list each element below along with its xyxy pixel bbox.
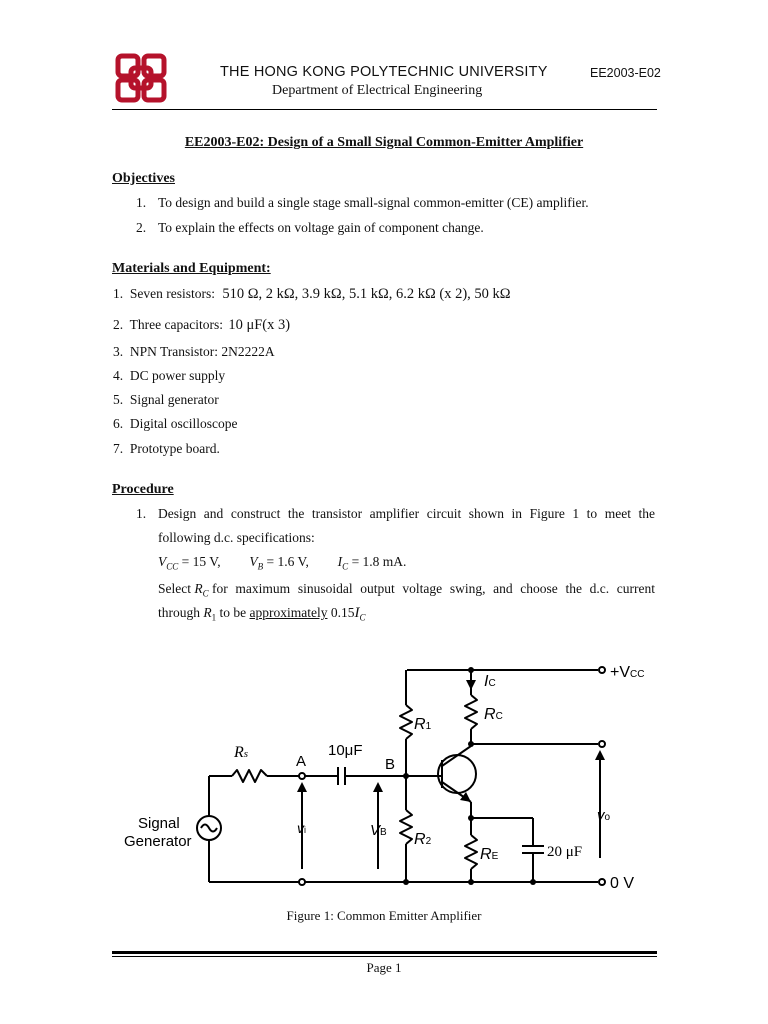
procedure-heading: Procedure	[112, 482, 174, 497]
procedure-through-line: through $R_1$ to be approximately $0.15I_C$	[158, 605, 366, 623]
select-text-b: for maximum sinusoidal output voltage swing, and choose the d.c. current	[212, 581, 655, 596]
procedure-step-line-2: following d.c. specifications:	[158, 530, 315, 545]
objectives-heading: Objectives	[112, 171, 175, 186]
footer-divider-thin	[112, 956, 657, 957]
label-rs: Rs	[234, 744, 249, 761]
label-ground: 0 V	[610, 875, 635, 892]
procedure-step-line-1: Design and construct the transistor amplifier circuit shown in Figure 1 to meet the	[158, 506, 655, 521]
label-node-b: B	[385, 756, 396, 773]
page-number: Page 1	[366, 960, 402, 975]
label-node-a: A	[296, 753, 307, 770]
material-label-7: Prototype board.	[129, 441, 220, 456]
material-item-3: 3. NPN Transistor: 2N2222A	[113, 344, 275, 359]
label-vb: VB	[370, 822, 387, 839]
university-logo	[112, 50, 170, 106]
material-label-4: DC power supply	[129, 368, 226, 383]
label-r2: R2	[414, 831, 432, 848]
material-item-6: 6. Digital oscilloscope	[113, 416, 238, 431]
material-value-1: 510 Ω, 2 kΩ, 3.9 kΩ, 5.1 kΩ, 6.2 kΩ (x 2), 50 kΩ	[222, 286, 511, 302]
spec-ic: = 1.8 mA.	[351, 554, 407, 569]
material-item-4: 4. DC power supply	[113, 368, 226, 383]
procedure-specs: $V_{CC} = 15$ V, $V_B = 1.6$ V, $I_C = 1.8$ mA.	[158, 554, 407, 572]
spec-vb: = 1.6 V,	[266, 554, 309, 569]
objective-item-1: 1. To design and build a single stage small-signal common-emitter (CE) amplifier.	[136, 195, 589, 210]
material-label-5: Signal generator	[129, 392, 219, 407]
material-label-1: Seven resistors:	[129, 286, 215, 301]
objective-text-1: To design and build a single stage small-signal common-emitter (CE) amplifier.	[158, 195, 589, 210]
material-label-6: Digital oscilloscope	[129, 416, 238, 431]
material-label-3: NPN Transistor: 2N2222A	[129, 344, 275, 359]
materials-heading: Materials and Equipment:	[112, 261, 271, 276]
circuit-diagram	[112, 650, 657, 900]
label-vcc: +VCC	[610, 664, 645, 681]
label-re: RE	[480, 846, 499, 863]
label-coupling-capacitor: 10μF	[328, 742, 363, 759]
label-vi: vi	[297, 820, 306, 836]
footer-divider-thick	[112, 951, 657, 954]
label-generator: Generator	[124, 833, 192, 850]
material-item-5: 5. Signal generator	[113, 392, 219, 407]
procedure-select-line: Select $R_C$ for maximum sinusoidal output voltage swing, and choose the d.c. current	[158, 581, 655, 599]
label-r1: R1	[414, 716, 432, 733]
university-name: THE HONG KONG POLYTECHNIC UNIVERSITY	[220, 64, 548, 80]
approximately-text: approximately	[249, 605, 328, 620]
figure-caption: Figure 1: Common Emitter Amplifier	[286, 908, 482, 923]
through-text-b: to be	[219, 605, 247, 620]
label-vo: vo	[597, 807, 611, 824]
select-text-a: Select	[158, 581, 191, 596]
objective-item-2: 2. To explain the effects on voltage gain of component change.	[136, 220, 484, 235]
material-item-2: 2. Three capacitors: 10 μF(x 3)	[113, 317, 291, 333]
material-value-2: 10 μF(x 3)	[228, 317, 291, 333]
material-label-2: Three capacitors:	[129, 317, 223, 332]
header-divider	[112, 109, 657, 110]
label-rc: RC	[484, 706, 503, 723]
label-bypass-capacitor: 20 μF	[547, 844, 583, 860]
label-signal: Signal	[138, 815, 180, 832]
course-code: EE2003-E02	[590, 66, 661, 80]
procedure-step-number: 1.	[136, 506, 147, 521]
material-item-1: 1. Seven resistors: 510 Ω, 2 kΩ, 3.9 kΩ, 5.1 kΩ, 6.2 kΩ (x 2), 50 kΩ	[113, 286, 511, 302]
material-item-7: 7. Prototype board.	[113, 441, 220, 456]
label-ic: IC	[484, 673, 496, 690]
document-title: EE2003-E02: Design of a Small Signal Common-Emitter Amplifier	[184, 135, 584, 150]
through-text-c: 0.15	[330, 605, 355, 620]
department-name: Department of Electrical Engineering	[272, 83, 483, 98]
spec-vcc: = 15 V,	[181, 554, 221, 569]
objective-text-2: To explain the effects on voltage gain of component change.	[158, 220, 484, 235]
through-text-a: through	[158, 605, 200, 620]
